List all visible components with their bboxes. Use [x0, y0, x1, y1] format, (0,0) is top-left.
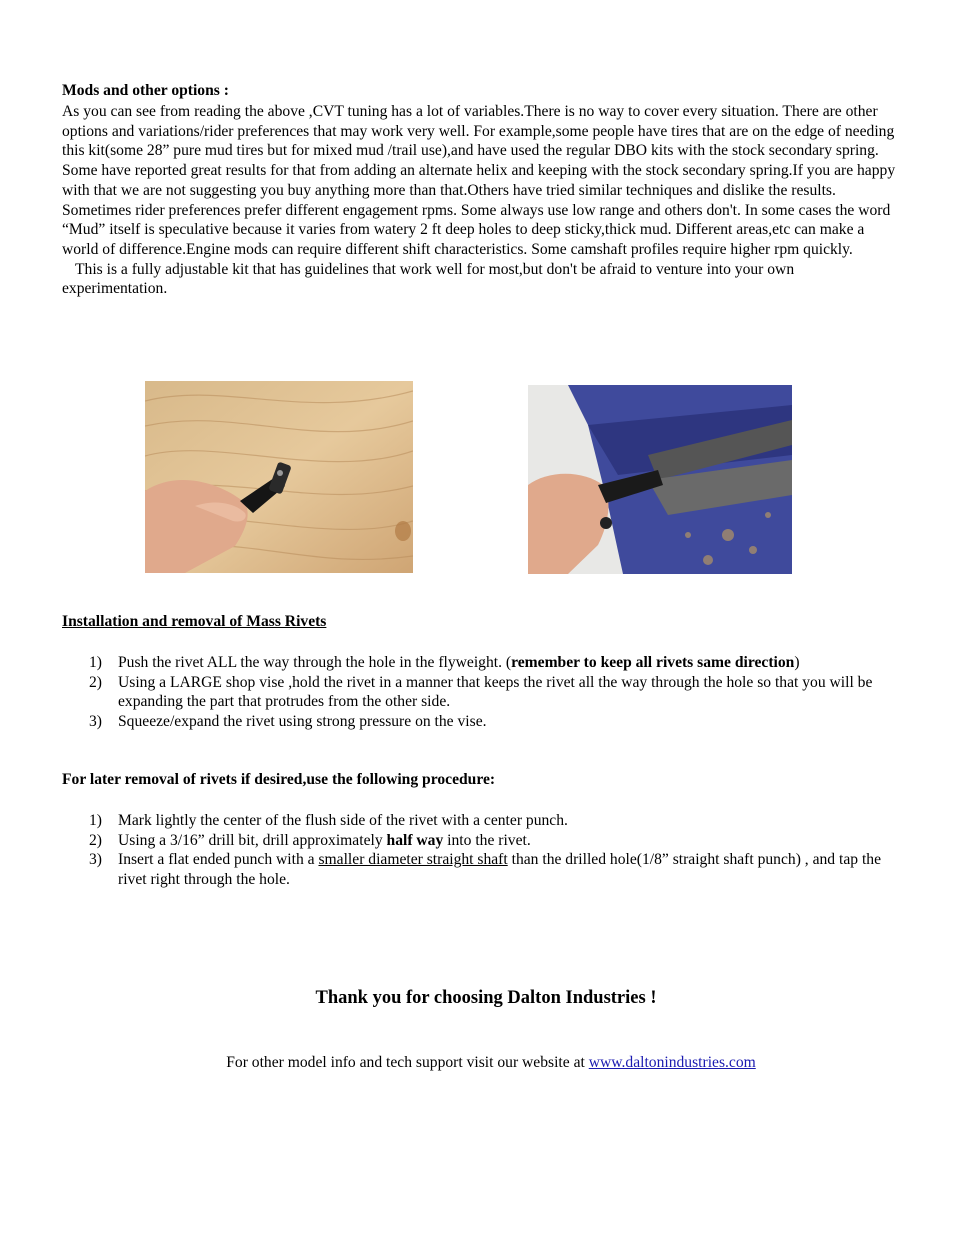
list-item: [62, 831, 902, 851]
photo-vise: [528, 385, 792, 574]
step-number: 1): [89, 654, 102, 671]
step-text-end: than the drilled hole(1/8” straight shaft punch) , and tap the rivet right through the hole.: [118, 851, 881, 889]
removal-steps: [62, 811, 902, 890]
step-emphasis: half way: [386, 831, 444, 849]
mods-paragraph-2: This is a fully adjustable kit that has guidelines that work well for most,but don't be afraid to venture into your own experimentation.: [62, 260, 795, 298]
step-number: 1): [89, 812, 102, 829]
step-text: Squeeze/expand the rivet using strong pressure on the vise.: [118, 713, 487, 731]
install-heading: Installation and removal of Mass Rivets: [62, 613, 327, 630]
step-number: 2): [89, 673, 102, 691]
list-item: [62, 811, 902, 831]
hand-flyweight-image: [145, 381, 413, 573]
mods-heading: Mods and other options :: [62, 82, 229, 99]
step-text: Insert a flat ended punch with a: [118, 851, 319, 869]
step-underlined: smaller diameter straight shaft: [318, 851, 508, 869]
step-text: Using a LARGE shop vise ,hold the rivet in a manner that keeps the rivet all the way through the hole so that you will be expanding the part that protrudes from the other side.: [118, 673, 873, 711]
mods-body: [62, 102, 902, 299]
website-link[interactable]: www.daltonindustries.com: [588, 1054, 756, 1071]
removal-heading: For later removal of rivets if desired,use the following procedure:: [62, 771, 496, 788]
mods-paragraph: As you can see from reading the above ,CVT tuning has a lot of variables.There is no way to cover every situation. There are other options and variations/rider preferences that may work very well. For example,some people have tires that are on the edge of needing this kit(some 28” pure mud tires but for mixed mud /trail use),and have used the regular DBO kits with the stock secondary spring. Some have reported great results for that from adding an alternate helix and keeping with the stock secondary spring.If you are happy with that we are not suggesting you buy anything more than that.Others have tried similar techniques and dislike the results. Sometimes rider preferences prefer different engagement rpms. Some always use low range and others don't. In some cases the word “Mud” itself is speculative because it varies from watery 2 ft deep holes to deep sticky,thick mud. Different areas,etc can make a world of difference.Engine mods can require different shift characteristics. Some camshaft profiles require higher rpm quickly.: [62, 103, 896, 258]
step-emphasis: remember to keep all rivets same direction: [511, 654, 795, 671]
install-steps: [62, 653, 902, 732]
step-text-end: into the rivet.: [443, 831, 531, 849]
hand-vise-image: [528, 385, 792, 574]
footer-text: For other model info and tech support visit our website at: [226, 1054, 589, 1071]
step-number: 3): [89, 713, 102, 731]
step-number: 3): [89, 851, 102, 869]
step-number: 2): [89, 831, 102, 849]
step-text: Using a 3/16” drill bit, drill approximately: [118, 831, 387, 849]
thank-you-message: Thank you for choosing Dalton Industries !: [315, 988, 657, 1008]
photo-flyweight-rivet: [145, 381, 413, 573]
list-item: [62, 850, 902, 889]
list-item: [62, 712, 902, 732]
step-text: Mark lightly the center of the flush side of the rivet with a center punch.: [118, 812, 568, 829]
footer-support: [0, 1054, 954, 1072]
step-text-end: ): [794, 654, 800, 671]
list-item: [62, 653, 902, 673]
list-item: [62, 673, 902, 712]
step-text: Push the rivet ALL the way through the hole in the flyweight. (: [118, 654, 512, 671]
